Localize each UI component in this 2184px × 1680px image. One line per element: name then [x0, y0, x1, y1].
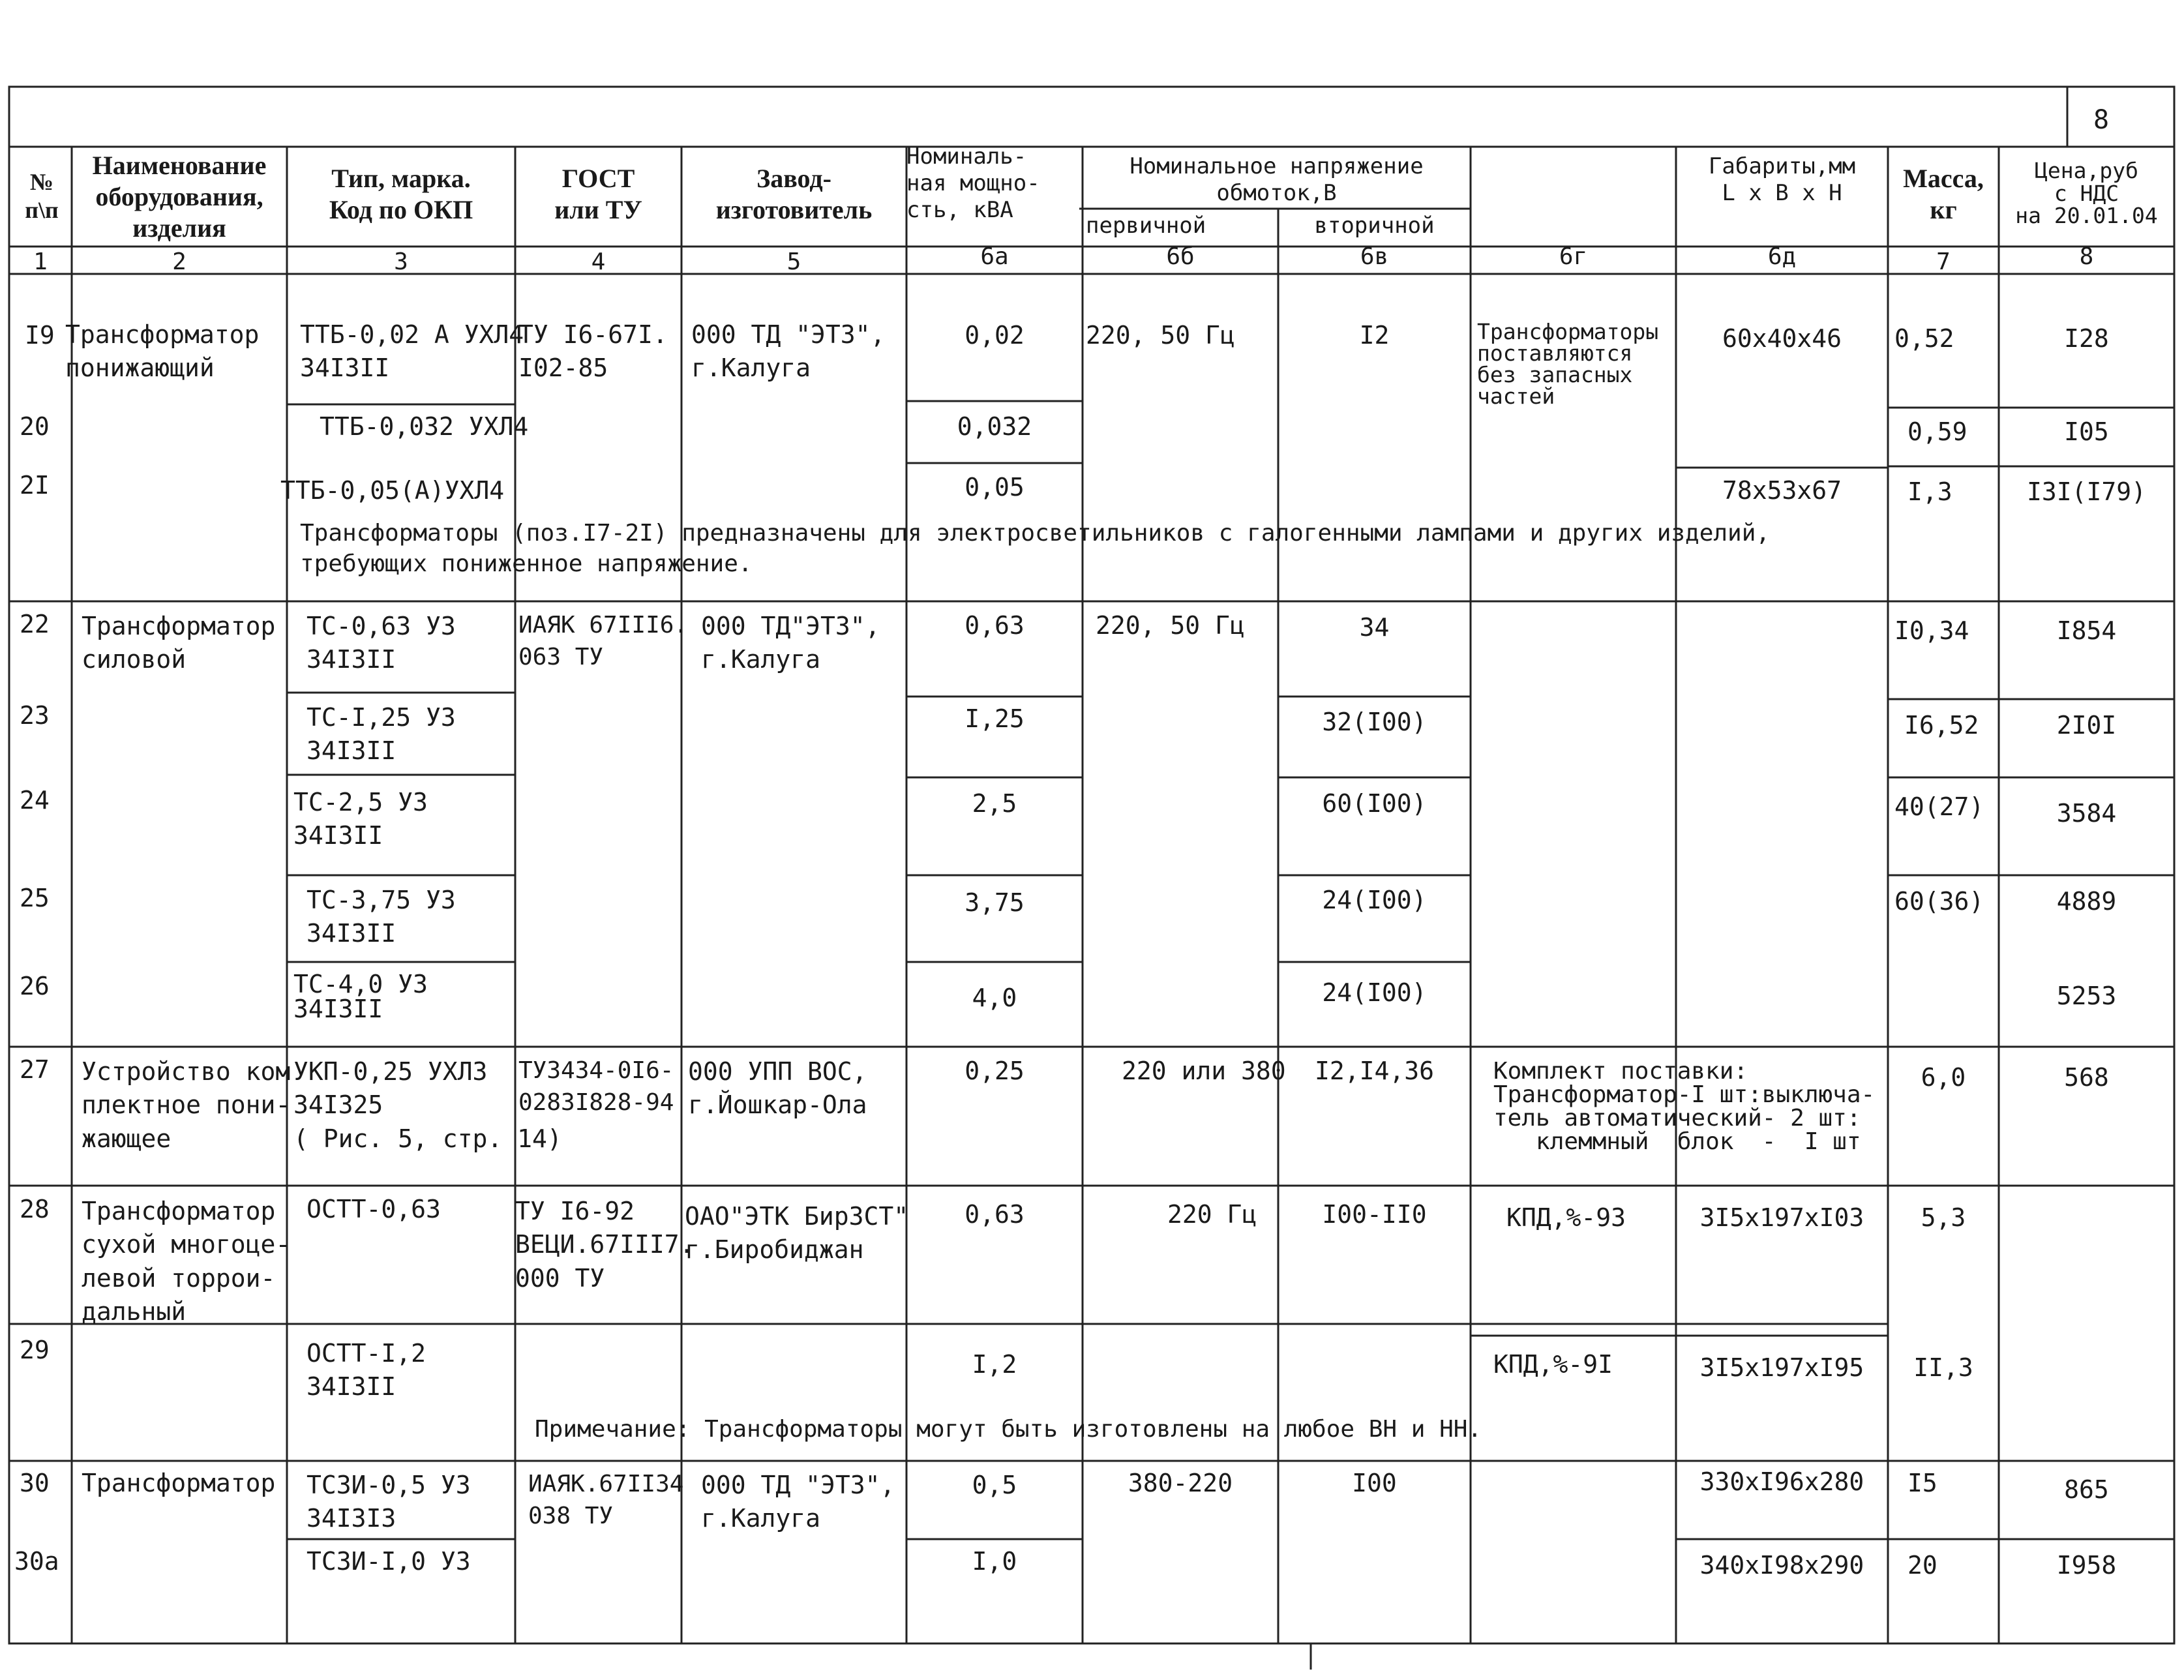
page-number: 8: [2093, 105, 2110, 135]
power-kva: 0,05: [965, 473, 1025, 502]
price: 5253: [2056, 982, 2117, 1010]
header-col-maker: Завод- изготовитель: [715, 164, 873, 224]
power-kva: 0,5: [972, 1471, 1017, 1499]
group-note: Трансформаторы (поз.I7-2I) предназначены для электросветильников с галогенными лампами и других изделий, требующих пониженное напряжение.: [300, 520, 1771, 577]
header-col-dims: Габариты,мм L x B x H: [1708, 153, 1856, 206]
delivery-note: Комплект поставки: Трансформатор-I шт:выключа- тель автоматический- 2 шт: клеммный блок - I шт: [1493, 1058, 1876, 1155]
header-col-type: Тип, марка. Код по ОКП: [329, 164, 473, 224]
header-col-price: Цена,руб с НДС на 20.01.04: [2015, 158, 2158, 229]
gost-spec: ТУ I6-67I. I02-85: [518, 320, 668, 383]
type-code: ОСТТ-I,2 34I3II: [307, 1339, 426, 1402]
price: 865: [2064, 1475, 2109, 1504]
price: I854: [2056, 616, 2117, 645]
col-number-label: 6д: [1767, 243, 1797, 270]
mass-kg: I5: [1907, 1469, 1937, 1497]
secondary-voltage: I2,I4,36: [1314, 1057, 1435, 1085]
header-col-mass: Масса, кг: [1903, 164, 1984, 224]
col-number-label: 5: [786, 248, 801, 275]
equipment-name: Трансформатор силовой: [82, 612, 276, 674]
col-number-label: 2: [172, 248, 187, 275]
secondary-voltage: 32(I00): [1322, 708, 1427, 736]
price: I05: [2064, 417, 2109, 446]
type-code: ОСТТ-0,63: [307, 1195, 441, 1223]
power-kva: 0,63: [965, 1200, 1025, 1229]
price: 3584: [2056, 799, 2117, 828]
gost-spec: ТУ I6-92 ВЕЦИ.67III7. 000 ТУ: [515, 1197, 695, 1293]
col-number-label: 6а: [980, 243, 1009, 270]
equipment-name: Трансформатор: [82, 1469, 276, 1497]
type-code: ТТБ-0,02 А УХЛ4 34I3II: [300, 320, 524, 383]
primary-voltage: 220 Гц: [1167, 1200, 1257, 1229]
header-col-secondary: вторичной: [1314, 213, 1435, 239]
power-kva: 4,0: [972, 983, 1017, 1012]
gost-spec: ТУЗ434-0I6- 0283I828-94: [518, 1057, 674, 1116]
row-number: 26: [20, 972, 50, 1000]
col-number-label: 8: [2079, 243, 2094, 270]
dimensions: 330xI96x280: [1699, 1467, 1864, 1496]
mass-kg: I0,34: [1894, 616, 1969, 645]
gost-spec: ИАЯК.67II34 038 ТУ: [528, 1471, 684, 1529]
row-number: I9: [25, 321, 55, 350]
type-code: ТС-4,0 УЗ 34I3II: [293, 970, 428, 1023]
secondary-voltage: 24(I00): [1322, 886, 1427, 914]
row-number: 29: [20, 1336, 50, 1364]
dimensions: 3I5x197xI03: [1699, 1203, 1864, 1232]
mass-kg: 0,52: [1894, 324, 1954, 353]
type-code: ТСЗИ-0,5 УЗ 34I3I3: [307, 1471, 471, 1533]
equipment-name: Устройство ком плектное пони- жающее: [82, 1057, 291, 1153]
manufacturer: ОАО"ЭТК БирЗСТ" г.Биробиджан: [685, 1202, 909, 1265]
mass-kg: 40(27): [1894, 792, 1984, 821]
col-number-label: 6б: [1166, 243, 1195, 270]
power-kva: 0,25: [965, 1057, 1025, 1085]
header-col-name: Наименование оборудования, изделия: [92, 151, 267, 243]
type-code: ТС-2,5 УЗ 34I3II: [293, 788, 428, 850]
row-number: 27: [20, 1055, 50, 1084]
secondary-voltage: 34: [1359, 613, 1390, 642]
manufacturer: 000 ТД "ЭТЗ", г.Калуга: [701, 1471, 895, 1533]
price: 568: [2064, 1063, 2109, 1092]
mass-kg: 60(36): [1894, 887, 1984, 916]
dimensions: 60x40x46: [1722, 324, 1842, 353]
power-kva: 3,75: [965, 888, 1025, 917]
power-kva: I,0: [972, 1547, 1017, 1576]
price: 4889: [2056, 887, 2117, 916]
dimensions: 3I5x197xI95: [1699, 1353, 1864, 1382]
col-number-label: 1: [33, 248, 48, 275]
type-code: ТТБ-0,032 УХЛ4: [320, 412, 529, 441]
group-note: Примечание: Трансформаторы могут быть изготовлены на любое ВН и НН.: [535, 1416, 1482, 1443]
row-number: 20: [20, 412, 50, 441]
secondary-voltage: I00-II0: [1322, 1200, 1427, 1229]
mass-kg: II,3: [1913, 1353, 1973, 1382]
dimensions: 78x53x67: [1722, 476, 1842, 505]
manufacturer: 000 ТД"ЭТЗ", г.Калуга: [701, 612, 880, 674]
col-number-label: 3: [394, 248, 408, 275]
header-col-number: № п\п: [25, 169, 59, 224]
col-number-label: 7: [1936, 248, 1951, 275]
price: I958: [2056, 1551, 2117, 1580]
secondary-voltage: I2: [1359, 321, 1390, 350]
header-col-primary: первичной: [1086, 213, 1206, 239]
type-code: УКП-0,25 УХЛЗ 34I325 ( Рис. 5, стр. 14): [293, 1057, 562, 1153]
mass-kg: 0,59: [1907, 417, 1967, 446]
power-kva: I,2: [972, 1350, 1017, 1379]
gost-spec: ИАЯК 67III6. 063 ТУ: [518, 612, 689, 670]
header-col-power: Номиналь- ная мощно- сть, кВА: [906, 143, 1040, 223]
power-kva: 0,02: [965, 321, 1025, 350]
row-number: 30а: [14, 1547, 59, 1576]
type-code: ТТБ-0,05(А)УХЛ4: [280, 476, 505, 505]
type-code: ТС-I,25 УЗ 34I3II: [307, 703, 456, 766]
header-col-gost: ГОСТ или ТУ: [554, 164, 642, 224]
type-code: ТС-3,75 УЗ 34I3II: [307, 886, 456, 948]
col-number-label: 6в: [1360, 243, 1389, 270]
mass-kg: 5,3: [1921, 1203, 1966, 1232]
price: I3I(I79): [2026, 477, 2147, 506]
type-code: ТС-0,63 УЗ 34I3II: [307, 612, 456, 674]
header-col-voltage: Номинальное напряжение обмоток,В: [1129, 153, 1424, 206]
row-number: 22: [20, 610, 50, 638]
power-kva: I,25: [965, 704, 1025, 733]
equipment-name: Трансформатор сухой многоце- левой торрои- дальный: [82, 1197, 291, 1326]
dimensions: 340xI98x290: [1699, 1551, 1864, 1580]
power-kva: 2,5: [972, 789, 1017, 818]
price: I28: [2064, 324, 2109, 353]
row-number: 23: [20, 701, 50, 730]
secondary-voltage: 60(I00): [1322, 789, 1427, 818]
mass-kg: 20: [1907, 1551, 1937, 1580]
equipment-name: Трансформатор понижающий: [65, 320, 260, 383]
manufacturer: 000 ТД "ЭТЗ", г.Калуга: [691, 320, 886, 383]
price: 2I0I: [2056, 711, 2117, 740]
efficiency-note: КПД,%-93: [1506, 1203, 1626, 1232]
secondary-voltage: 24(I00): [1322, 978, 1427, 1007]
primary-voltage: 220, 50 Гц: [1086, 321, 1235, 350]
row-number: 30: [20, 1469, 50, 1497]
primary-voltage: 220, 50 Гц: [1096, 611, 1245, 640]
efficiency-note: КПД,%-9I: [1493, 1350, 1613, 1379]
row-number: 28: [20, 1195, 50, 1223]
col-number-label: 4: [591, 248, 606, 275]
delivery-note: Трансформаторы поставляются без запасных частей: [1477, 319, 1659, 409]
row-number: 24: [20, 786, 50, 815]
power-kva: 0,63: [965, 611, 1025, 640]
row-number: 25: [20, 884, 50, 912]
primary-voltage: 220 или 380: [1122, 1057, 1286, 1085]
secondary-voltage: I00: [1352, 1469, 1397, 1497]
row-number: 2I: [20, 471, 50, 500]
type-code: ТСЗИ-I,0 УЗ: [307, 1547, 471, 1576]
primary-voltage: 380-220: [1128, 1469, 1233, 1497]
mass-kg: I6,52: [1904, 711, 1979, 740]
col-number-label: 6г: [1559, 243, 1588, 270]
mass-kg: 6,0: [1921, 1063, 1966, 1092]
mass-kg: I,3: [1907, 477, 1952, 506]
power-kva: 0,032: [957, 412, 1032, 441]
manufacturer: 000 УПП ВОС, г.Йошкар-Ола: [688, 1057, 867, 1120]
